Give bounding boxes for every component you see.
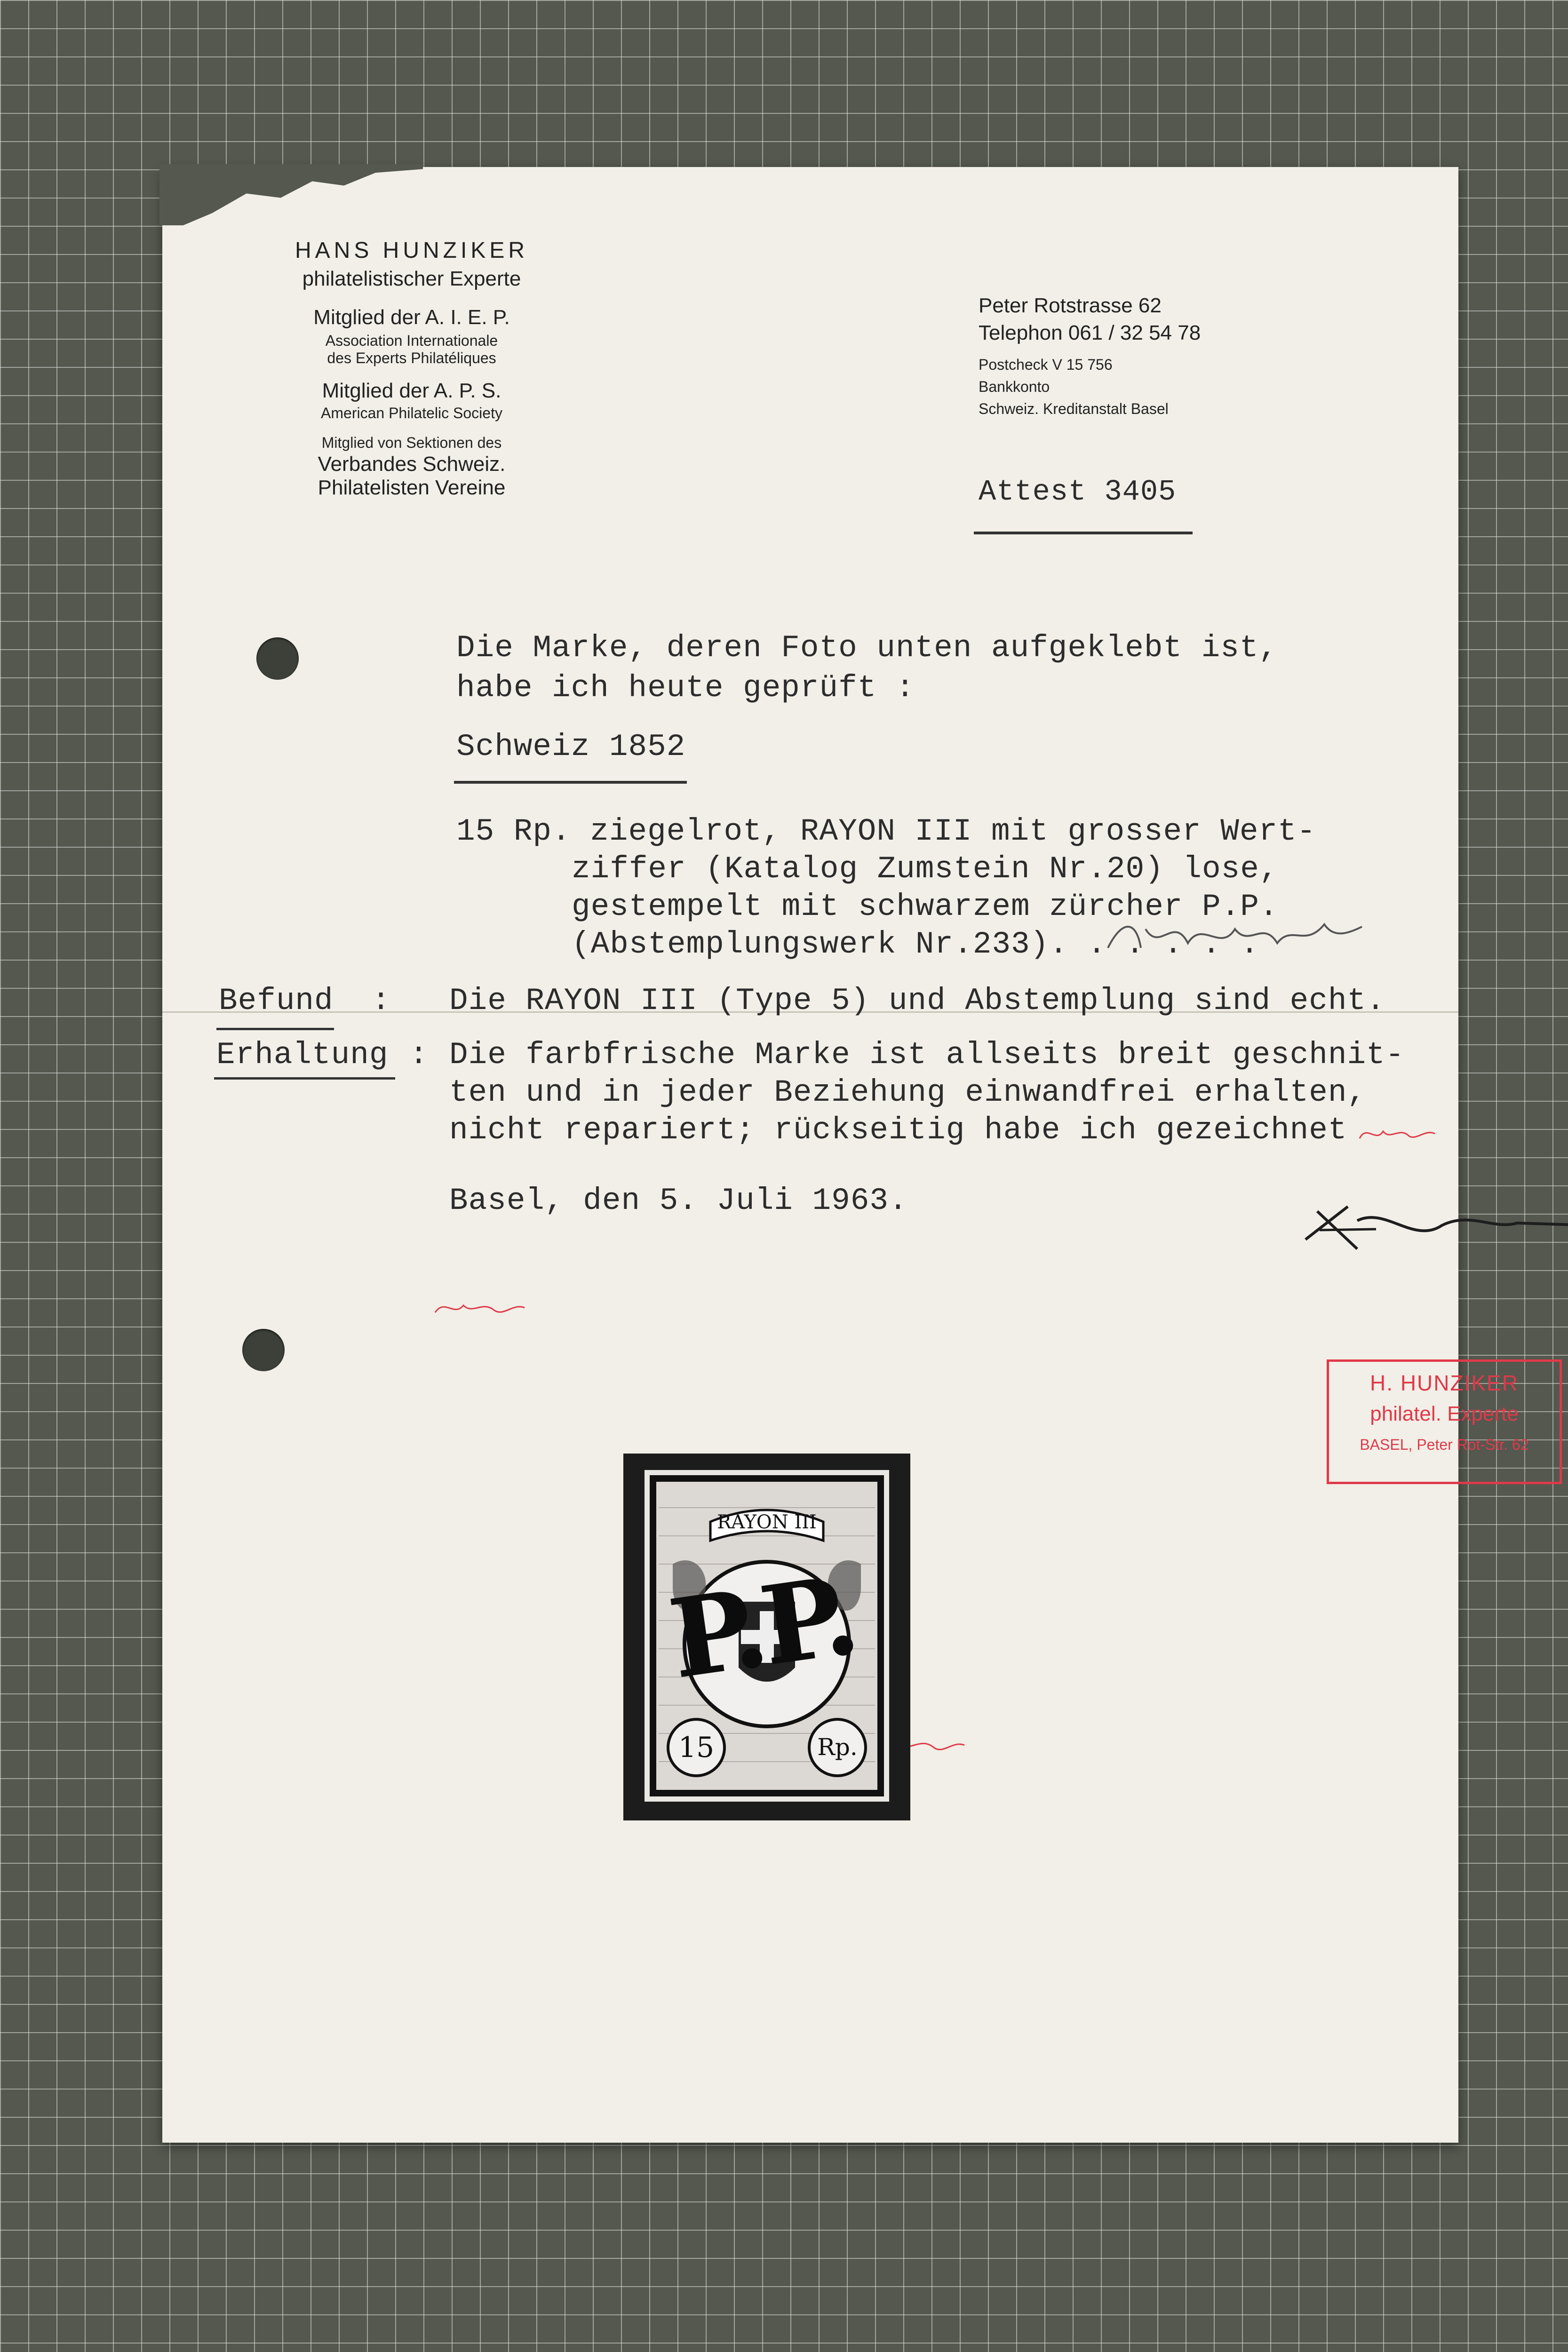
aps-full: American Philatelic Society [321,405,502,421]
attest-number: Attest 3405 [979,475,1177,509]
country-year: Schweiz 1852 [456,729,686,764]
erhaltung-line-2: ten und in jeder Beziehung einwandfrei erhalten, [449,1075,1367,1110]
stamp-line-3: BASEL, Peter Rot-Str. 62 [1360,1436,1529,1453]
stamp-value: 15 [678,1731,715,1764]
expert-name: HANS HUNZIKER [294,238,529,263]
erhaltung-line-3: nicht repariert; rückseitig habe ich gezeichnet [449,1112,1347,1148]
expert-signature [1291,1178,1568,1263]
telephone: Telephon 061 / 32 54 78 [979,321,1201,344]
stamp-unit: Rp. [817,1733,858,1761]
erhaltung-label: Erhaltung [216,1037,389,1073]
expert-stamp [1327,1359,1562,1484]
description-line-2: ziffer (Katalog Zumstein Nr.20) lose, [572,851,1279,887]
befund-text: Die RAYON III (Type 5) und Abstemplung sind echt. [449,983,1385,1018]
sections-2: Verbandes Schweiz. [318,453,506,476]
red-signature-photo-top [433,1291,527,1324]
erhaltung-colon: : [409,1037,429,1073]
bank: Schweiz. Kreditanstalt Basel [979,400,1169,417]
handwritten-annotation [1103,910,1367,962]
sections-3: Philatelisten Vereine [318,476,506,499]
stamp-photo [623,1454,910,1820]
address-block [979,294,1201,418]
punch-hole-top [256,637,299,680]
erhaltung-underline [214,1077,395,1080]
stamp-image [645,1470,889,1802]
intro-line-1: Die Marke, deren Foto unten aufgeklebt ist, [456,630,1278,666]
country-underline [454,781,687,784]
stamp-cancel: P.P. [662,1552,862,1703]
torn-corner [159,164,423,225]
bank-label: Bankkonto [979,378,1050,395]
intro-line-2: habe ich heute geprüft : [456,670,915,706]
aiep-full-1: Association Internationale [325,332,498,349]
certificate-sheet [162,167,1529,2143]
stamp-line-1: H. HUNZIKER [1370,1371,1519,1395]
stamp-line-2: philatel. Experte [1370,1402,1519,1425]
street: Peter Rotstrasse 62 [979,294,1162,317]
expert-title: philatelistischer Experte [302,267,521,290]
sections-1: Mitglied von Sektionen des [321,434,502,451]
aiep-member: Mitglied der A. I. E. P. [313,306,510,329]
description-line-4: (Abstemplungswerk Nr.233). . . . . . [572,927,1259,962]
red-initials-small [1357,1120,1437,1148]
description-line-3: gestempelt mit schwarzem zürcher P.P. [572,889,1279,924]
place-date: Basel, den 5. Juli 1963. [449,1183,908,1218]
aiep-full-2: des Experts Philatéliques [327,350,496,366]
postcheck: Postcheck V 15 756 [979,356,1113,373]
befund-label: Befund : [219,983,391,1018]
description-line-1: 15 Rp. ziegelrot, RAYON III mit grosser Wert- [456,814,1316,849]
aps-member: Mitglied der A. P. S. [322,379,501,402]
punch-hole-bottom [242,1329,285,1371]
befund-underline [216,1028,334,1030]
letterhead [247,238,576,500]
stamp-rayon-label: RAYON III [717,1511,817,1533]
attest-underline [974,532,1193,534]
erhaltung-line-1: Die farbfrische Marke ist allseits breit geschnit- [449,1037,1405,1073]
